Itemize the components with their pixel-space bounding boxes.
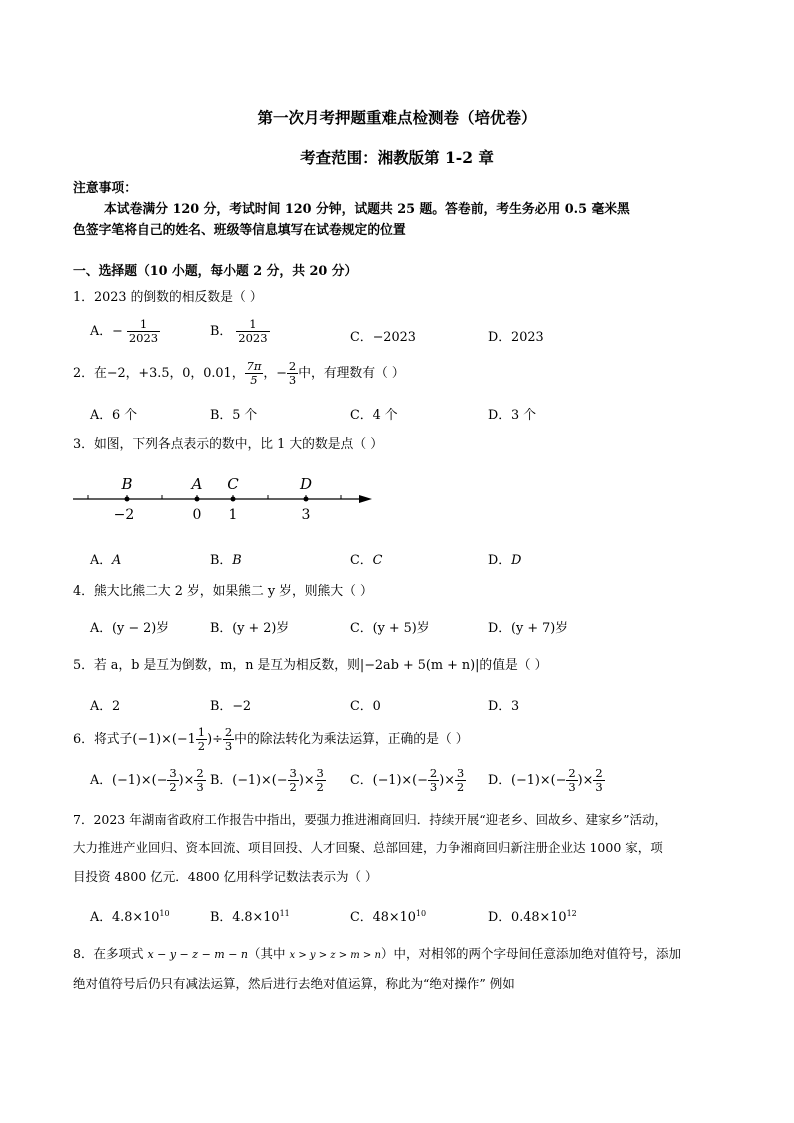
fraction: $\frac{2}{3}$: [429, 766, 438, 794]
q2-option-b: B．5 个: [210, 408, 258, 423]
point-label: C: [227, 475, 239, 493]
q6-option-b: B．(−1)×(− $\frac{3}{2}$ )× $\frac{3}{2}$: [210, 766, 324, 794]
q6-option-d: D．(−1)×(− $\frac{2}{3}$ )× $\frac{2}{3}$: [488, 766, 603, 794]
q4-option-c: C．(y + 5)岁: [350, 621, 430, 636]
q6-option-c: C．(−1)×(− $\frac{2}{3}$ )× $\frac{3}{2}$: [350, 766, 465, 794]
question-4-stem: 4．熊大比熊二大 2 岁，如果熊二 y 岁，则熊大（ ）: [73, 584, 373, 599]
point-marker: [125, 497, 130, 502]
q4-option-d: D．(y + 7)岁: [488, 621, 569, 636]
notes-line-2: 色签字笔将自己的姓名、班级等信息填写在试卷规定的位置: [73, 223, 406, 238]
fraction: $\frac{2}{3}$: [288, 359, 297, 387]
point-marker: [195, 497, 200, 502]
q1-option-a: A．− $\frac{1}{2023}$: [90, 317, 159, 345]
q4-option-a: A．(y − 2)岁: [90, 621, 170, 636]
point-value: 3: [301, 507, 311, 523]
fraction: $\frac{7\pi}{5}$: [246, 359, 262, 387]
number-line-figure: [70, 470, 380, 528]
q2-option-d: D．3 个: [488, 408, 537, 423]
point-marker: [231, 497, 236, 502]
notes-label: 注意事项：: [73, 181, 137, 196]
q3-option-b: B．B: [210, 553, 242, 568]
fraction: $\frac{3}{2}$: [456, 766, 465, 794]
q7-option-d: D．$0.48\times 10^{12}$: [488, 909, 577, 925]
point-value: 1: [228, 507, 238, 523]
fraction: $\frac{3}{2}$: [169, 766, 177, 794]
fraction: $\frac{2}{3}$: [595, 766, 603, 794]
fraction: $\frac{3}{2}$: [316, 766, 324, 794]
fraction: $\frac{3}{2}$: [289, 766, 297, 794]
q6-option-a: A．(−1)×(− $\frac{3}{2}$ )× $\frac{2}{3}$: [90, 766, 204, 794]
exam-subtitle: 考查范围：湘教版第 1-2 章: [300, 148, 494, 167]
fraction: $\frac{1}{2023}$: [128, 317, 159, 345]
q1-option-b: B． $\frac{1}{2023}$: [210, 317, 268, 345]
q7-option-c: C．$48\times 10^{10}$: [350, 909, 427, 925]
axis-arrow: [359, 495, 372, 503]
q5-option-a: A．2: [90, 699, 121, 714]
section-1-title: 一、选择题（10 小题，每小题 2 分，共 20 分）: [73, 264, 358, 279]
question-3-stem: 3．如图，下列各点表示的数中，比 1 大的数是点（ ）: [73, 437, 384, 452]
point-label: A: [191, 475, 203, 493]
point-marker: [304, 497, 309, 502]
point-value: −2: [113, 507, 135, 523]
q3-option-d: D．D: [488, 553, 522, 568]
q7-option-a: A．$4.8\times 10^{10}$: [90, 909, 170, 925]
q3-option-a: A．A: [90, 553, 122, 568]
q3-option-c: C．C: [350, 553, 383, 568]
question-5-stem: 5．若 a，b 是互为倒数，m，n 是互为相反数，则|−2ab + 5(m + n)|的值是（ ）: [73, 658, 548, 673]
fraction: $\frac{2}{3}$: [196, 766, 204, 794]
fraction: $\frac{1}{2}$: [197, 725, 206, 753]
question-8-line-2: 绝对值符号后仍只有减法运算，然后进行去绝对值运算，称此为“绝对操作” 例如: [73, 976, 515, 991]
question-2-stem: 2．在−2，+3.5，0，0.01， $\frac{7\pi}{5}$ ，− $\frac{2}{3}$ 中，有理数有（ ）: [73, 359, 405, 387]
q5-option-d: D．3: [488, 699, 520, 714]
fraction: $\frac{2}{3}$: [224, 725, 233, 753]
fraction: $\frac{1}{2023}$: [238, 317, 268, 345]
point-value: 0: [192, 507, 202, 523]
q5-option-c: C．0: [350, 699, 381, 714]
question-7-line-2: 大力推进产业回归、资本回流、项目回投、人才回聚、总部回建，力争湘商回归新注册企业达 1000 家，项: [73, 840, 663, 855]
fraction: $\frac{2}{3}$: [568, 766, 576, 794]
notes-line-1: 本试卷满分 120 分，考试时间 120 分钟，试题共 25 题。答卷前，考生务必用 0.5 毫米黑: [104, 202, 630, 217]
question-7-line-3: 目投资 4800 亿元．4800 亿用科学记数法表示为（ ）: [73, 869, 378, 884]
q1-option-d: D．2023: [488, 330, 544, 345]
q2-option-a: A．6 个: [90, 408, 138, 423]
q4-option-b: B．(y + 2)岁: [210, 621, 290, 636]
point-label: D: [299, 475, 313, 493]
q1-option-c: C．−2023: [350, 330, 416, 345]
question-7-line-1: 7．2023 年湖南省政府工作报告中指出，要强力推进湘商回归．持续开展“迎老乡、回故乡、建家乡”活动，: [73, 812, 668, 827]
question-1-stem: 1．2023 的倒数的相反数是（ ）: [73, 290, 263, 305]
question-8-line-1: 8．在多项式 x − y − z − m − n（其中 x > y > z > m > n）中，对相邻的两个字母间任意添加绝对值符号，添加: [73, 946, 681, 961]
point-label: B: [121, 475, 133, 493]
q2-option-c: C．4 个: [350, 408, 398, 423]
question-6-stem: 6．将式子(−1)×(−1 $\frac{1}{2}$ )÷ $\frac{2}{3}$ 中的除法转化为乘法运算，正确的是（ ）: [73, 725, 469, 753]
q7-option-b: B．$4.8\times 10^{11}$: [210, 909, 290, 925]
exam-title: 第一次月考押题重难点检测卷（培优卷）: [257, 108, 537, 127]
q5-option-b: B．−2: [210, 699, 252, 714]
